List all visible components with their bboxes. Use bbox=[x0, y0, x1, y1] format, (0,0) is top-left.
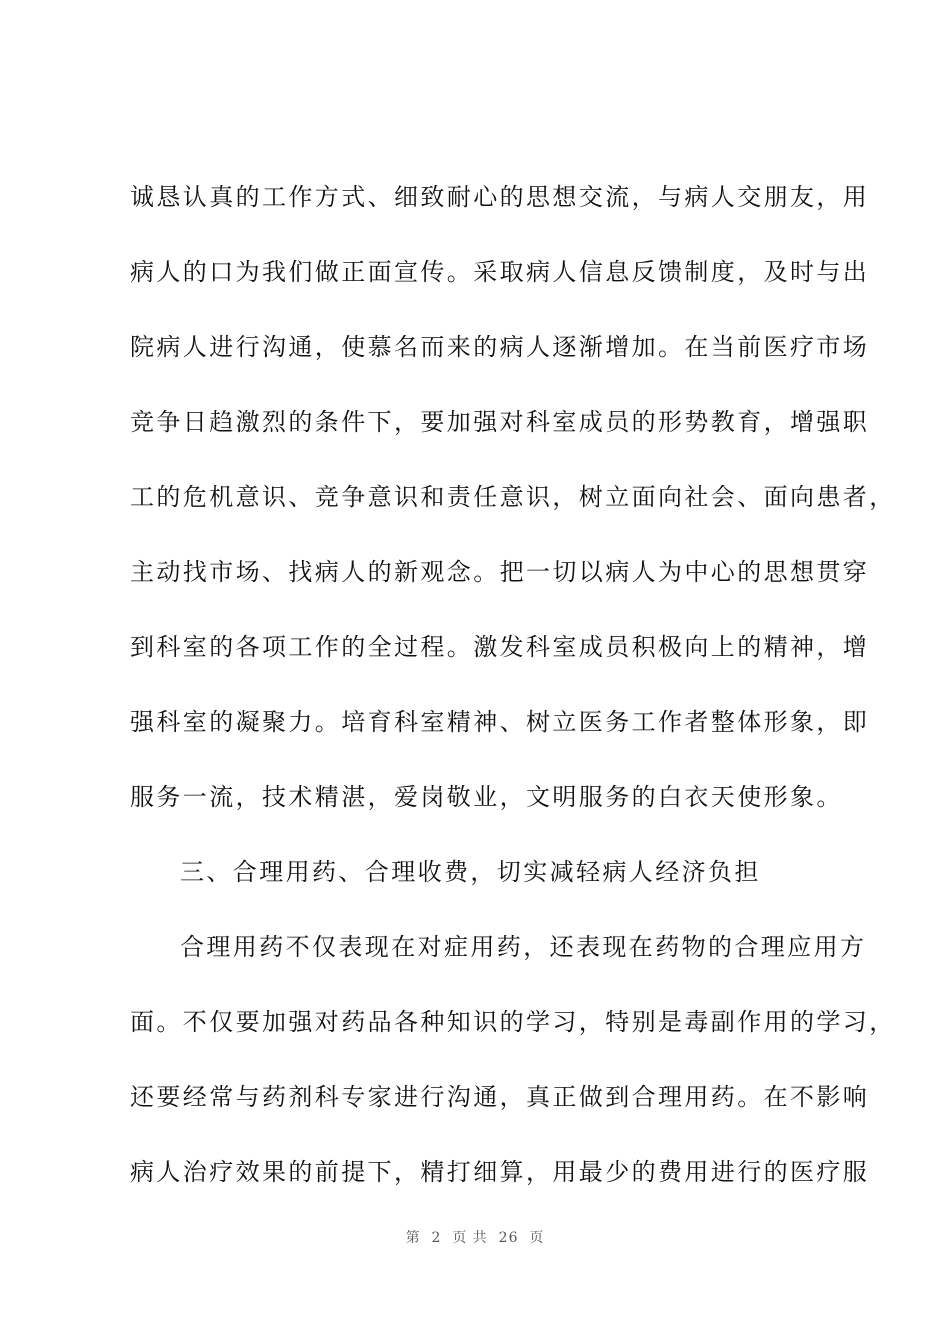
body-line-12: 面。不仅要加强对药品各种知识的学习，特别是毒副作用的学习， bbox=[130, 1008, 896, 1036]
body-line-13: 还要经常与药剂科专家进行沟通，真正做到合理用药。在不影响 bbox=[130, 1083, 870, 1111]
body-line-14: 病人治疗效果的前提下，精打细算，用最少的费用进行的医疗服 bbox=[130, 1158, 870, 1186]
body-line-5: 工的危机意识、竞争意识和责任意识，树立面向社会、面向患者， bbox=[130, 483, 896, 511]
body-line-2: 病人的口为我们做正面宣传。采取病人信息反馈制度，及时与出 bbox=[130, 258, 870, 286]
body-line-9: 服务一流，技术精湛，爱岗敬业，文明服务的白衣天使形象。 bbox=[130, 783, 843, 811]
page-number-footer: 第 2 页 共 26 页 bbox=[405, 1230, 545, 1246]
body-line-3: 院病人进行沟通，使慕名而来的病人逐渐增加。在当前医疗市场 bbox=[130, 333, 870, 361]
body-line-11: 合理用药不仅表现在对症用药，还表现在药物的合理应用方 bbox=[180, 933, 867, 961]
body-line-6: 主动找市场、找病人的新观念。把一切以病人为中心的思想贯穿 bbox=[130, 558, 870, 586]
section-heading: 三、合理用药、合理收费，切实减轻病人经济负担 bbox=[180, 858, 761, 886]
body-line-7: 到科室的各项工作的全过程。激发科室成员积极向上的精神，增 bbox=[130, 633, 870, 661]
body-line-4: 竞争日趋激烈的条件下，要加强对科室成员的形势教育，增强职 bbox=[130, 408, 870, 436]
body-line-8: 强科室的凝聚力。培育科室精神、树立医务工作者整体形象，即 bbox=[130, 708, 870, 736]
body-line-1: 诚恳认真的工作方式、细致耐心的思想交流，与病人交朋友，用 bbox=[130, 183, 870, 211]
